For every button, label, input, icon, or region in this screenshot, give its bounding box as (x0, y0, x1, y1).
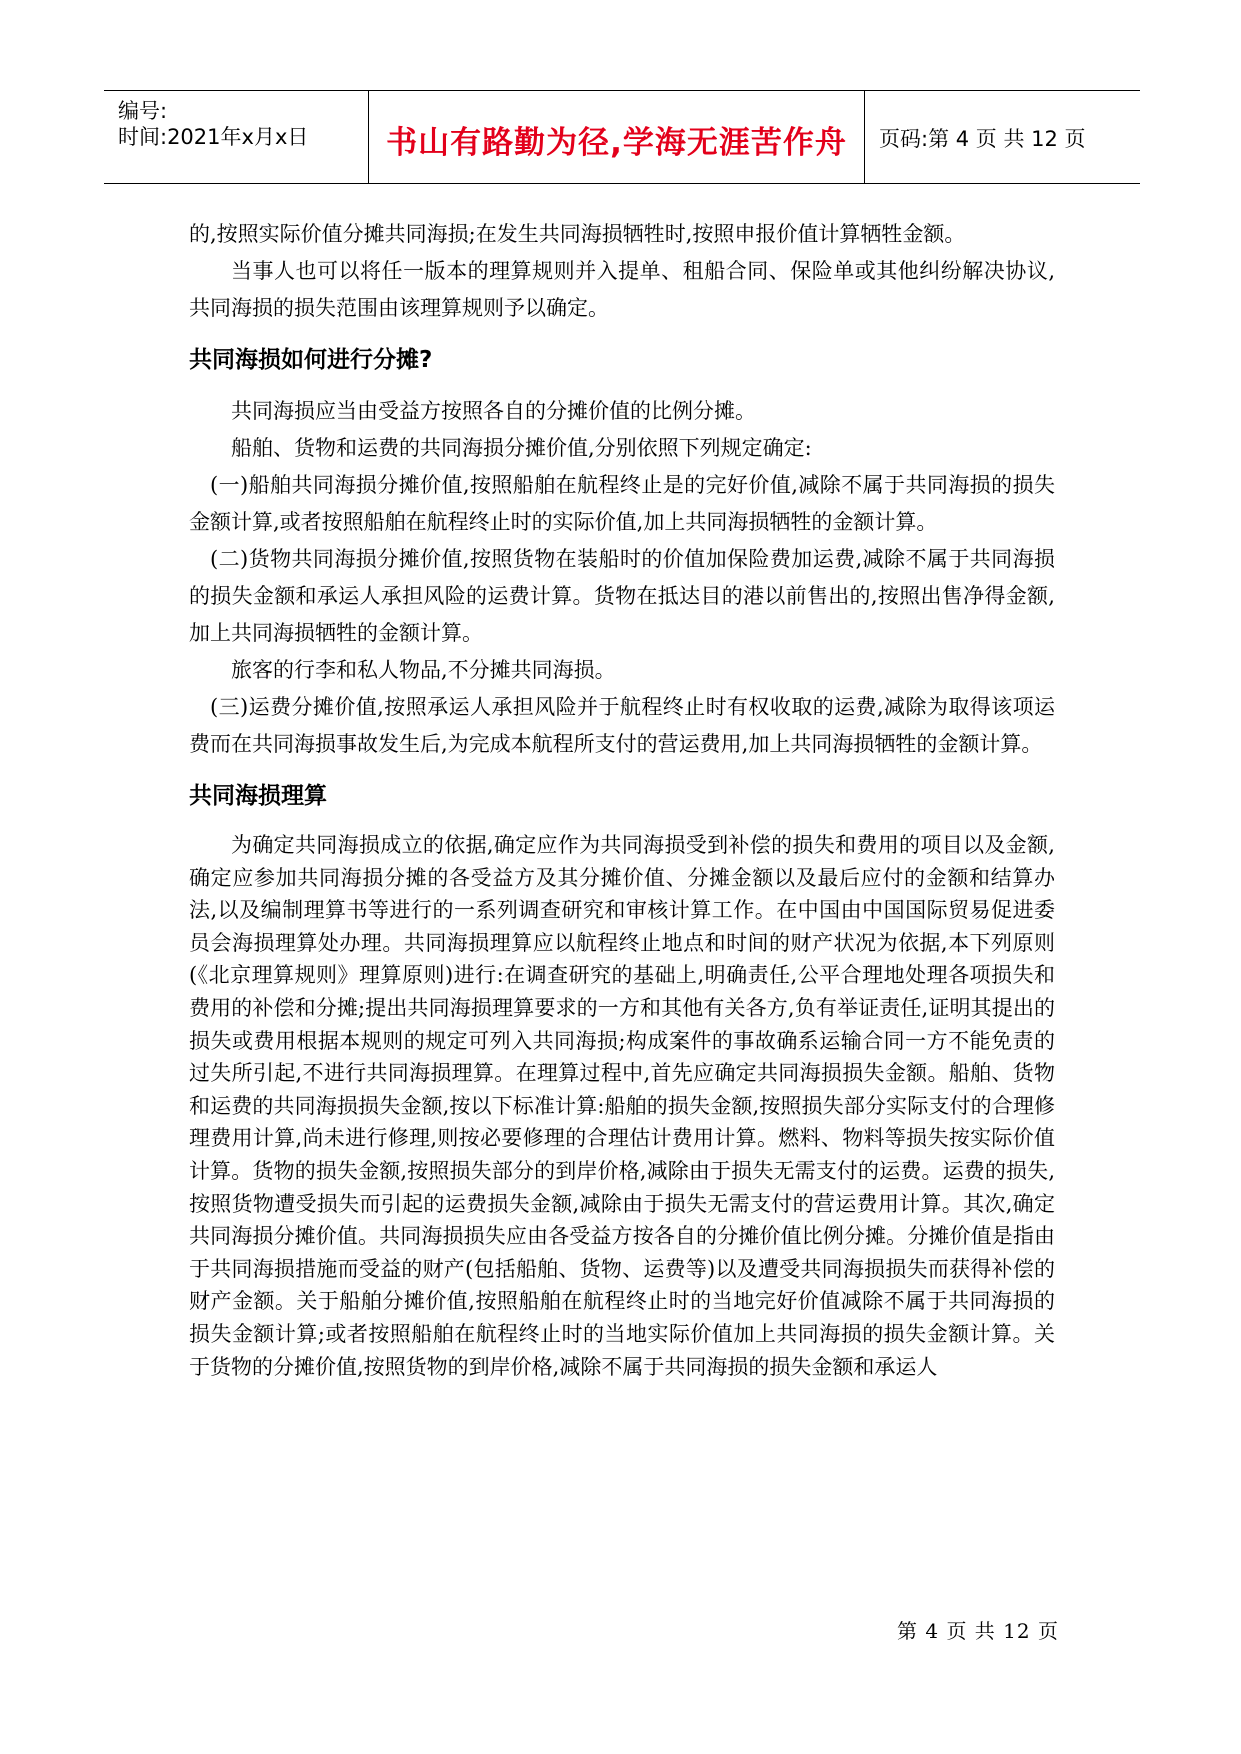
paragraph: 旅客的行李和私人物品,不分摊共同海损。 (231, 658, 616, 682)
document-body (189, 216, 1055, 1383)
page-code: 页码:第 4 页 共 12 页 (879, 127, 1086, 151)
number-label: 编号: (118, 99, 168, 123)
header-motto-cell (369, 91, 865, 183)
page-footer: 第 4 页 共 12 页 (897, 1619, 1059, 1643)
paragraph: 当事人也可以将任一版本的理算规则并入提单、租船合同、保险单或其他纠纷解决协议,共同海损的损失范围由该理算规则予以确定。 (189, 259, 1055, 320)
section-heading: 共同海损如何进行分摊? (189, 347, 433, 373)
time-label: 时间:2021年x月x日 (118, 125, 309, 149)
paragraph: (一)船舶共同海损分摊价值,按照船舶在航程终止是的完好价值,减除不属于共同海损的损失金额计算,或者按照船舶在航程终止时的实际价值,加上共同海损牺牲的金额计算。 (189, 473, 1055, 534)
motto: 书山有路勤为径,学海无涯苦作舟 (386, 125, 847, 161)
paragraph: (二)货物共同海损分摊价值,按照货物在装船时的价值加保险费加运费,减除不属于共同海损的损失金额和承运人承担风险的运费计算。货物在抵达目的港以前售出的,按照出售净得金额,加上共同海损牺牲的金额计算。 (189, 547, 1055, 645)
section-heading: 共同海损理算 (189, 783, 327, 809)
paragraph: (三)运费分摊价值,按照承运人承担风险并于航程终止时有权收取的运费,减除为取得该项运费而在共同海损事故发生后,为完成本航程所支付的营运费用,加上共同海损牺牲的金额计算。 (189, 695, 1055, 756)
page-header (104, 90, 1140, 184)
paragraph: 为确定共同海损成立的依据,确定应作为共同海损受到补偿的损失和费用的项目以及金额,确定应参加共同海损分摊的各受益方及其分摊价值、分摊金额以及最后应付的金额和结算办法,以及编制理算书等进行的一系列调查研究和审核计算工作。在中国由中国国际贸易促进委员会海损理算处办理。共同海损理算应以航程终止地点和时间的财产状况为依据,本下列原则(《北京理算规则》理算原则)进行:在调查研究的基础上,明确责任,公平合理地处理各项损失和费用的补偿和分摊;提出共同海损理算要求的一方和其他有关各方,负有举证责任,证明其提出的损失或费用根据本规则的规定可列入共同海损;构成案件的事故确系运输合同一方不能免责的过失所引起,不进行共同海损理算。在理算过程中,首先应确定共同海损损失金额。船舶、货物和运费的共同海损损失金额,按以下标准计算:船舶的损失金额,按照损失部分实际支付的合理修理费用计算,尚未进行修理,则按必要修理的合理估计费用计算。燃料、物料等损失按实际价值计算。货物的损失金额,按照损失部分的到岸价格,减除由于损失无需支付的运费。运费的损失,按照货物遭受损失而引起的运费损失金额,减除由于损失无需支付的营运费用计算。其次,确定共同海损分摊价值。共同海损损失应由各受益方按各自的分摊价值比例分摊。分摊价值是指由于共同海损措施而受益的财产(包括船舶、货物、运费等)以及遭受共同海损损失而获得补偿的财产金额。关于船舶分摊价值,按照船舶在航程终止时的当地完好价值减除不属于共同海损的损失金额计算;或者按照船舶在航程终止时的当地实际价值加上共同海损的损失金额计算。关于货物的分摊价值,按照货物的到岸价格,减除不属于共同海损的损失金额和承运人 (189, 833, 1055, 1379)
paragraph: 船舶、货物和运费的共同海损分摊价值,分别依照下列规定确定: (231, 436, 812, 460)
paragraph: 共同海损应当由受益方按照各自的分摊价值的比例分摊。 (231, 399, 756, 423)
paragraph: 的,按照实际价值分摊共同海损;在发生共同海损牺牲时,按照申报价值计算牺牲金额。 (189, 222, 966, 246)
header-info-cell (104, 91, 369, 183)
header-page-cell (865, 91, 1140, 183)
